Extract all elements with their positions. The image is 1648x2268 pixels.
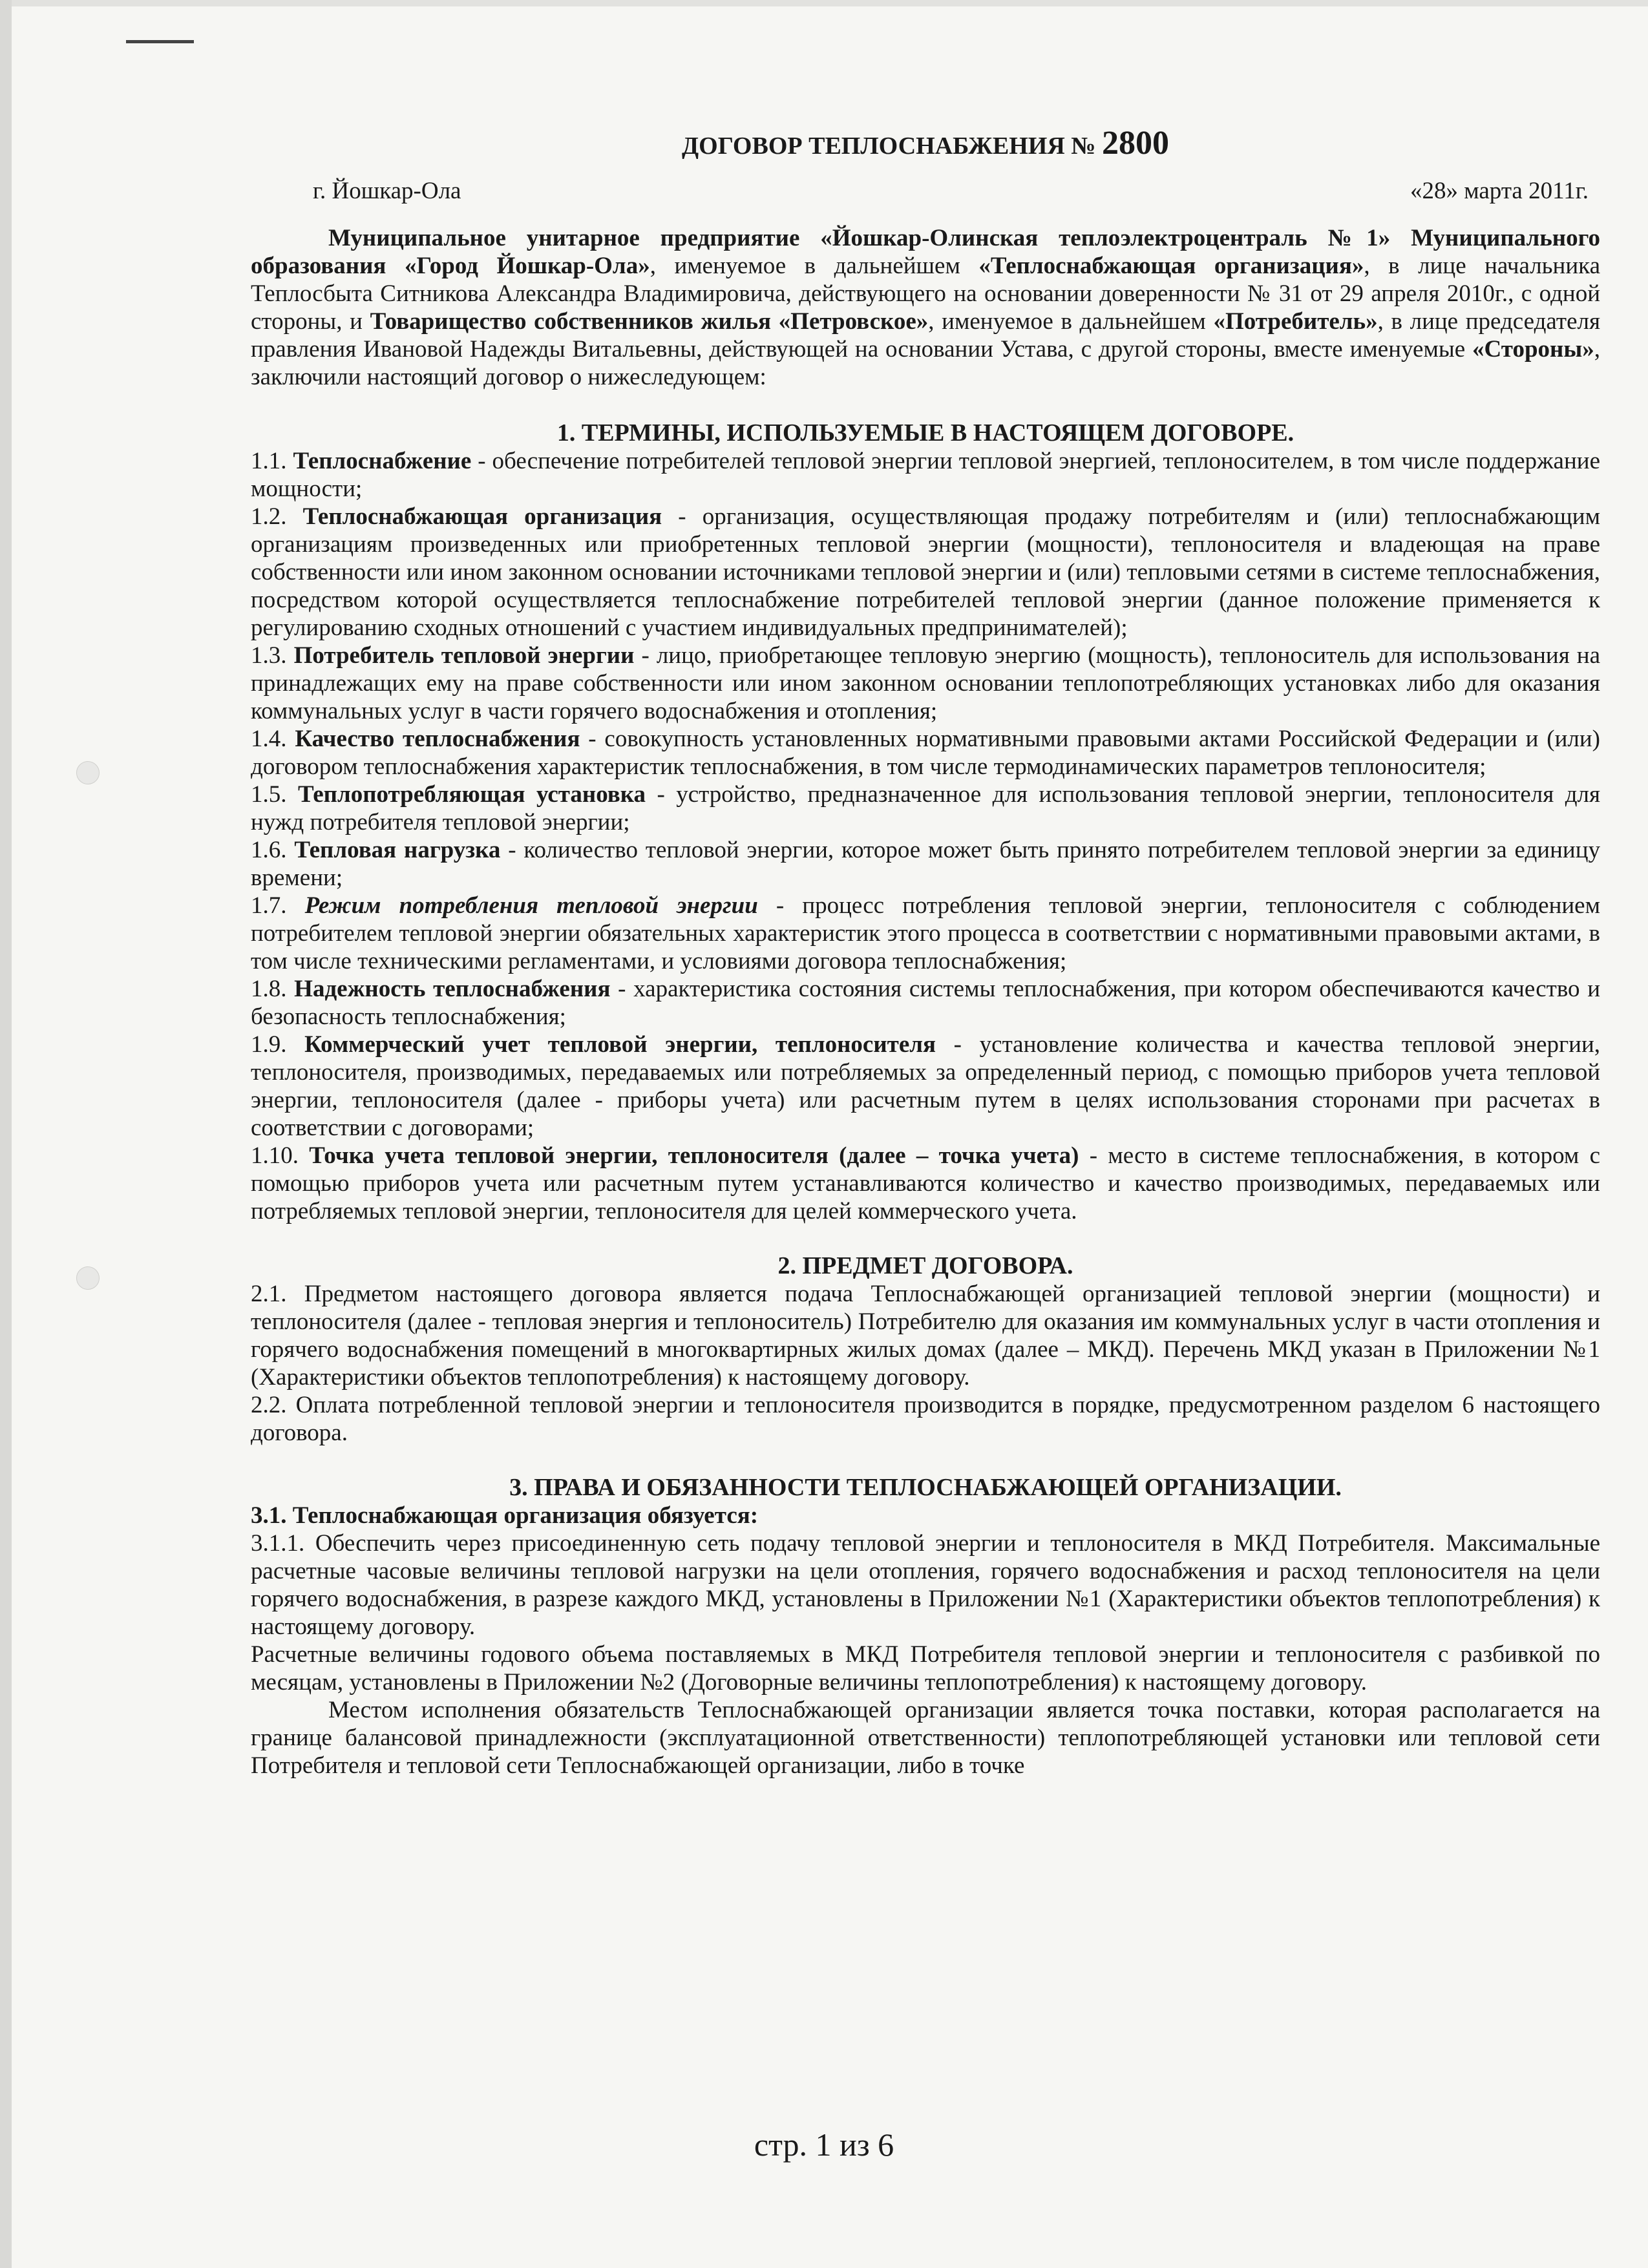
preamble-part: «Стороны» (1472, 336, 1594, 362)
punch-hole-lower (76, 1266, 100, 1290)
contract-date: «28» марта 2011г. (1410, 178, 1589, 204)
item-term: Тепловая нагрузка (294, 837, 501, 863)
preamble-part: «Потребитель» (1213, 308, 1378, 335)
term-item (251, 781, 1600, 836)
item-number: 1.8. (251, 976, 287, 1002)
punch-hole-upper (76, 761, 100, 784)
page-number: стр. 1 из 6 (754, 2126, 894, 2163)
item-text: - обеспечение потребителей тепловой энергии тепловой энергией, теплоносителем, в том числе поддержание мощности; (251, 448, 1601, 502)
preamble-part: «Теплоснабжающая организация» (978, 253, 1364, 279)
document-page (251, 125, 1601, 1780)
section-1-items (251, 447, 1600, 1225)
item-number: 1.4. (251, 726, 287, 752)
item-number: 1.10. (251, 1142, 299, 1169)
item-number: 1.9. (251, 1031, 287, 1058)
preamble-part: , в лице председателя правления Ивановой Надежды Витальевны, действующей на основании Устава, с другой стороны, вместе именуемые (251, 308, 1600, 362)
preamble-part: Товарищество собственников жилья «Петровское» (370, 308, 929, 335)
scan-top-edge (0, 0, 1648, 6)
item-number: 2.1. (251, 1281, 287, 1307)
margin-mark (126, 40, 194, 43)
item-number: 1.7. (251, 892, 287, 919)
term-item (251, 642, 1600, 725)
contract-number: 2800 (1101, 125, 1169, 162)
item-term: Теплоснабжающая организация (302, 503, 662, 530)
term-item (251, 975, 1600, 1031)
term-item (251, 1142, 1600, 1225)
title-prefix: ДОГОВОР ТЕПЛОСНАБЖЕНИЯ № (682, 132, 1096, 160)
preamble-part: , именуемое в дальнейшем (928, 308, 1214, 335)
item-text: - место в системе теплоснабжения, в котором с помощью приборов учета или расчетным путем устанавливаются количество и качество производимых, передаваемых или потребляемых тепловой энергии, теплоносителя для целей коммерческого учета. (251, 1142, 1601, 1224)
item-number: 1.3. (251, 642, 287, 669)
item-text: Оплата потребленной тепловой энергии и теплоносителя производится в порядке, предусмотренном разделом 6 настоящего договора. (251, 1392, 1600, 1446)
section-2-heading: 2. ПРЕДМЕТ ДОГОВОРА. (777, 1252, 1073, 1279)
preamble-part: Муниципальное унитарное предприятие «Йошкар-Олинская теплоэлектроцентраль №1» Муниципального образования «Город Йошкар-Ола» (251, 225, 1600, 279)
item-text: Предметом настоящего договора является подача Теплоснабжающей организацией тепловой энергии (мощности) и теплоносителя (далее - тепловая энергия и теплоноситель) Потребителю для оказания им коммунальных услуг в части отопления и горячего водоснабжения помещений в многоквартирных жилых домах (далее – МКД). Перечень МКД указан в Приложении №1 (Характеристики объектов теплопотребления) к настоящему договору. (251, 1281, 1600, 1391)
term-item (251, 1031, 1600, 1142)
clause-3-1-1-volumes: Расчетные величины годового объема поставляемых в МКД Потребителя тепловой энергии и теплоносителя с разбивкой по месяцам, установлены в Приложении №2 (Договорные величины теплопотребления) к настоящему договору. (251, 1641, 1600, 1696)
spacer (251, 1447, 1600, 1474)
term-item (251, 836, 1600, 892)
item-text: - совокупность установленных нормативными правовыми актами Российской Федерации и (или) договором теплоснабжения характеристик теплоснабжения, в том числе термодинамических параметров теплоносителя; (251, 726, 1600, 780)
item-number: 1.5. (251, 781, 287, 808)
section-2-items (251, 1280, 1600, 1447)
item-text: - количество тепловой энергии, которое может быть принято потребителем тепловой энергии за единицу времени; (251, 837, 1601, 891)
term-item (251, 725, 1600, 781)
item-term: Режим потребления тепловой энергии (304, 892, 758, 919)
item-number: 1.1. (251, 448, 287, 474)
item-term: Теплопотребляющая установка (297, 781, 646, 808)
term-item (251, 892, 1600, 975)
item-term: Теплоснабжение (293, 448, 472, 474)
item-term: Надежность теплоснабжения (294, 976, 611, 1002)
item-text: - процесс потребления тепловой энергии, теплоносителя с соблюдением потребителем тепловой энергии обязательных характеристик этого процесса в соответствии с нормативными правовыми актами, в том числе техническими регламентами, и условиями договора теплоснабжения; (251, 892, 1601, 974)
scan-left-edge (0, 0, 12, 2268)
item-number: 2.2. (251, 1392, 287, 1418)
place-date-line (251, 177, 1600, 205)
item-text: - организация, осуществляющая продажу потребителям и (или) теплоснабжающим организациям произведенных или приобретенных тепловой энергии (мощности), теплоносителя и владеющая на праве собственности или ином законном основании источниками тепловой энергии и (или) тепловыми сетями в системе теплоснабжения, посредством которой осуществляется теплоснабжение потребителей тепловой энергии (данное положение применяется к регулированию сходных отношений с участием индивидуальных предпринимателей); (251, 503, 1601, 641)
clause-item (251, 1391, 1600, 1447)
preamble-part: , именуемое в дальнейшем (650, 253, 979, 279)
item-text: - лицо, приобретающее тепловую энергию (мощность), теплоноситель для использования на принадлежащих ему на праве собственности или ином законном основании теплопотребляющих установках либо для оказания коммунальных услуг в части горячего водоснабжения и отопления; (251, 642, 1600, 724)
item-number: 1.2. (251, 503, 287, 530)
item-term: Точка учета тепловой энергии, теплоносителя (далее – точка учета) (309, 1142, 1079, 1169)
section-1-heading: 1. ТЕРМИНЫ, ИСПОЛЬЗУЕМЫЕ В НАСТОЯЩЕМ ДОГОВОРЕ. (556, 419, 1294, 446)
clause-3-1-1-place: Местом исполнения обязательств Теплоснабжающей организации является точка поставки, которая располагается на границе балансовой принадлежности (эксплуатационной ответственности) теплопотребляющей установки или тепловой сети Потребителя и тепловой сети Теплоснабжающей организации, либо в точке (251, 1697, 1600, 1779)
term-item (251, 503, 1600, 642)
item-number: 1.6. (251, 837, 287, 863)
item-text: - установление количества и качества тепловой энергии, теплоносителя, производимых, передаваемых или потребляемых за определенный период, с помощью приборов учета тепловой энергии, теплоносителя (далее - приборы учета) или расчетным путем в целях использования сторонами при расчетах в соответствии с договорами; (251, 1031, 1600, 1141)
clause-item (251, 1280, 1600, 1391)
spacer (251, 1225, 1600, 1252)
preamble-part: , в лице начальника Теплосбыта Ситникова Александра Владимировича, действующего на основании доверенности № 31 от 29 апреля 2010г., с одной стороны, и (251, 253, 1600, 335)
section-3-heading: 3. ПРАВА И ОБЯЗАННОСТИ ТЕПЛОСНАБЖАЮЩЕЙ ОРГАНИЗАЦИИ. (509, 1474, 1342, 1501)
section-3-subheading: 3.1. Теплоснабжающая организация обязуется: (251, 1502, 759, 1529)
preamble-part: , заключили настоящий договор о нижеследующем: (251, 336, 1600, 390)
preamble (251, 224, 1600, 391)
item-term: Коммерческий учет тепловой энергии, теплоносителя (304, 1031, 936, 1058)
term-item (251, 447, 1600, 503)
item-term: Качество теплоснабжения (295, 726, 580, 752)
item-term: Потребитель тепловой энергии (293, 642, 635, 669)
clause-3-1-1: 3.1.1. Обеспечить через присоединенную сеть подачу тепловой энергии и теплоносителя в МКД Потребителя. Максимальные расчетные часовые величины тепловой нагрузки на цели отопления, горячего водоснабжения и расход теплоносителя на цели горячего водоснабжения, в разрезе каждого МКД, установлены в Приложении №1 (Характеристики объектов теплопотребления) к настоящему договору. (251, 1530, 1600, 1640)
city: г. Йошкар-Ола (313, 178, 461, 204)
item-text: - устройство, предназначенное для использования тепловой энергии, теплоносителя для нужд потребителя тепловой энергии; (251, 781, 1601, 835)
document-title (251, 125, 1600, 162)
item-text: - характеристика состояния системы теплоснабжения, при котором обеспечиваются качество и безопасность теплоснабжения; (251, 976, 1600, 1030)
